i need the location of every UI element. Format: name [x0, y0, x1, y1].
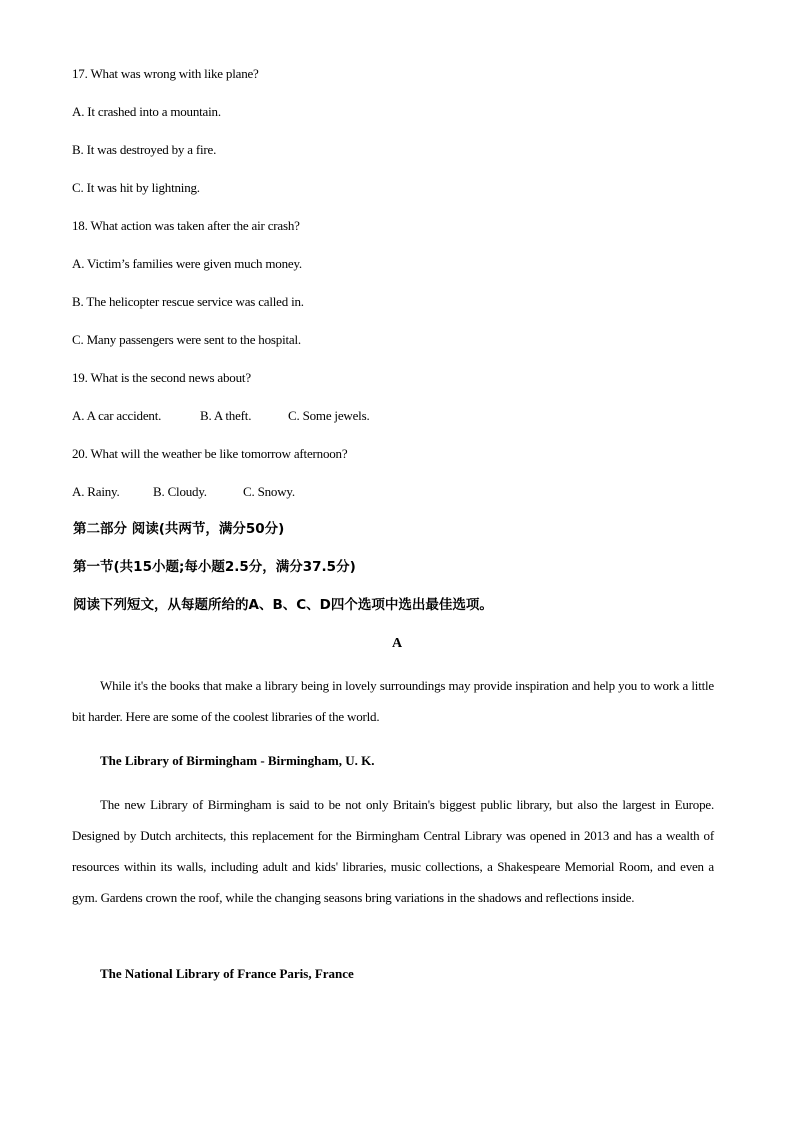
question-19-option-c: C. Some jewels.	[288, 408, 370, 423]
question-18-option-b: B. The helicopter rescue service was called in.	[72, 294, 304, 309]
question-19-option-b: B. A theft.	[200, 408, 252, 423]
part-title: 第二部分 阅读(共两节，满分50分)	[73, 521, 285, 537]
question-17-option-a: A. It crashed into a mountain.	[72, 104, 221, 119]
question-18-stem: 18. What action was taken after the air crash?	[72, 218, 300, 233]
section-instruction: 阅读下列短文，从每题所给的A、B、C、D四个选项中选出最佳选项。	[73, 597, 493, 613]
question-19-option-a: A. A car accident.	[72, 408, 162, 423]
question-18-option-a: A. Victim’s families were given much money.	[72, 256, 302, 271]
question-18-option-c: C. Many passengers were sent to the hospital.	[72, 332, 301, 347]
passage-item-body-birmingham: The new Library of Birmingham is said to be not only Britain's biggest public library, but also the largest in Europe. Designed by Dutch architects, this replacement for the Birmingham Central Library was opened in 2013 and has a wealth of resources within its walls, including adult and kids' libraries, music collections, a Shakespeare Memorial Room, and even a gym. Gardens crown the roof, while the changing seasons bring variations in the shadows and reflections inside.	[72, 797, 714, 905]
subsection-title: 第一节(共15小题;每小题2.5分，满分37.5分)	[73, 559, 356, 575]
question-17-option-c: C. It was hit by lightning.	[72, 180, 200, 195]
question-17-stem: 17. What was wrong with like plane?	[72, 66, 259, 81]
question-19-options	[72, 408, 370, 424]
passage-item-title-birmingham: The Library of Birmingham - Birmingham, U. K.	[100, 753, 375, 768]
question-19-stem: 19. What is the second news about?	[72, 370, 251, 385]
question-20-options	[72, 484, 295, 500]
passage-intro: While it's the books that make a library being in lovely surroundings may provide inspiration and help you to work a little bit harder. Here are some of the coolest libraries of the world.	[72, 678, 714, 724]
question-20-option-a: A. Rainy.	[72, 484, 120, 499]
question-20-option-b: B. Cloudy.	[153, 484, 207, 499]
question-20-option-c: C. Snowy.	[243, 484, 295, 499]
passage-label: A	[391, 636, 403, 651]
question-20-stem: 20. What will the weather be like tomorrow afternoon?	[72, 446, 348, 461]
question-17-option-b: B. It was destroyed by a fire.	[72, 142, 217, 157]
passage-item-title-france: The National Library of France Paris, France	[100, 966, 354, 981]
